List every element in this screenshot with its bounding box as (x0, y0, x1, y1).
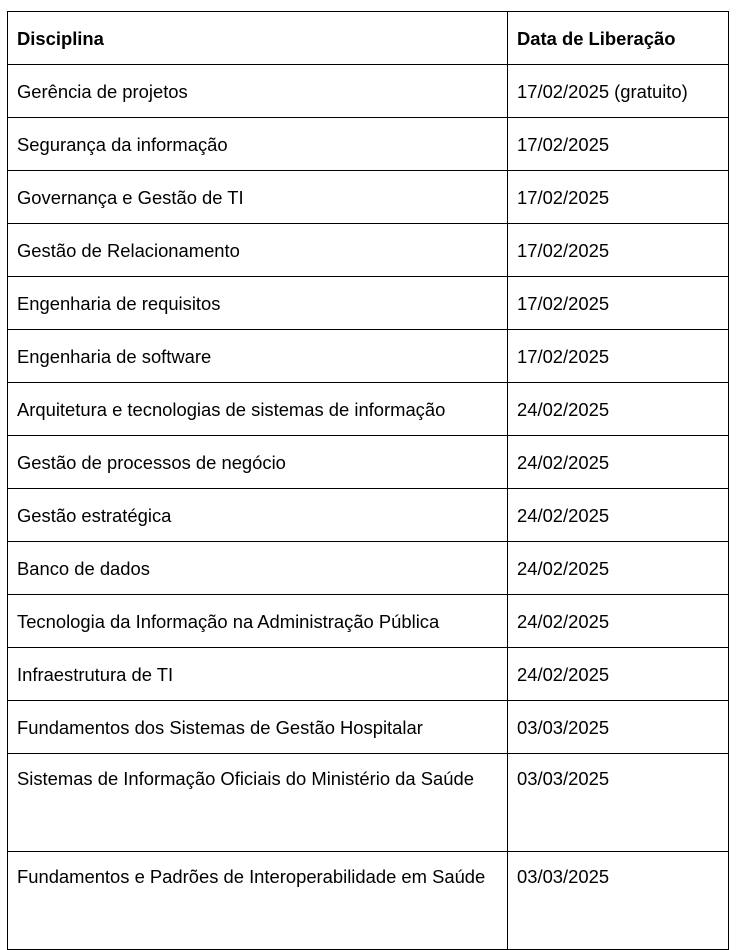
discipline-schedule-table (7, 11, 729, 950)
release-date-cell: 24/02/2025 (508, 648, 729, 701)
table-row (8, 330, 729, 383)
release-date-cell: 17/02/2025 (508, 224, 729, 277)
table-row (8, 118, 729, 171)
schedule-table-container (7, 11, 728, 950)
table-row (8, 436, 729, 489)
discipline-cell: Engenharia de software (8, 330, 508, 383)
release-date-cell: 03/03/2025 (508, 754, 729, 852)
discipline-cell: Banco de dados (8, 542, 508, 595)
table-row (8, 383, 729, 436)
discipline-cell: Segurança da informação (8, 118, 508, 171)
table-row (8, 65, 729, 118)
discipline-cell: Arquitetura e tecnologias de sistemas de informação (8, 383, 508, 436)
release-date-cell: 24/02/2025 (508, 383, 729, 436)
discipline-cell: Fundamentos dos Sistemas de Gestão Hospitalar (8, 701, 508, 754)
header-release-date: Data de Liberação (508, 12, 729, 65)
table-header-row (8, 12, 729, 65)
release-date-cell: 17/02/2025 (508, 171, 729, 224)
release-date-cell: 24/02/2025 (508, 542, 729, 595)
table-row (8, 171, 729, 224)
discipline-cell: Infraestrutura de TI (8, 648, 508, 701)
discipline-cell: Tecnologia da Informação na Administração Pública (8, 595, 508, 648)
table-row (8, 701, 729, 754)
table-row (8, 224, 729, 277)
table-row (8, 852, 729, 950)
table-row (8, 542, 729, 595)
table-row (8, 595, 729, 648)
table-row (8, 277, 729, 330)
release-date-cell: 17/02/2025 (508, 118, 729, 171)
discipline-cell: Gestão de processos de negócio (8, 436, 508, 489)
release-date-cell: 24/02/2025 (508, 489, 729, 542)
header-discipline: Disciplina (8, 12, 508, 65)
discipline-cell: Gerência de projetos (8, 65, 508, 118)
release-date-cell: 03/03/2025 (508, 701, 729, 754)
discipline-cell: Fundamentos e Padrões de Interoperabilidade em Saúde (8, 852, 508, 950)
table-row (8, 648, 729, 701)
discipline-cell: Sistemas de Informação Oficiais do Ministério da Saúde (8, 754, 508, 852)
table-row (8, 754, 729, 852)
release-date-cell: 24/02/2025 (508, 436, 729, 489)
release-date-cell: 17/02/2025 (508, 277, 729, 330)
discipline-cell: Governança e Gestão de TI (8, 171, 508, 224)
release-date-cell: 03/03/2025 (508, 852, 729, 950)
discipline-cell: Gestão estratégica (8, 489, 508, 542)
discipline-cell: Gestão de Relacionamento (8, 224, 508, 277)
release-date-cell: 24/02/2025 (508, 595, 729, 648)
release-date-cell: 17/02/2025 (508, 330, 729, 383)
discipline-cell: Engenharia de requisitos (8, 277, 508, 330)
table-row (8, 489, 729, 542)
release-date-cell: 17/02/2025 (gratuito) (508, 65, 729, 118)
